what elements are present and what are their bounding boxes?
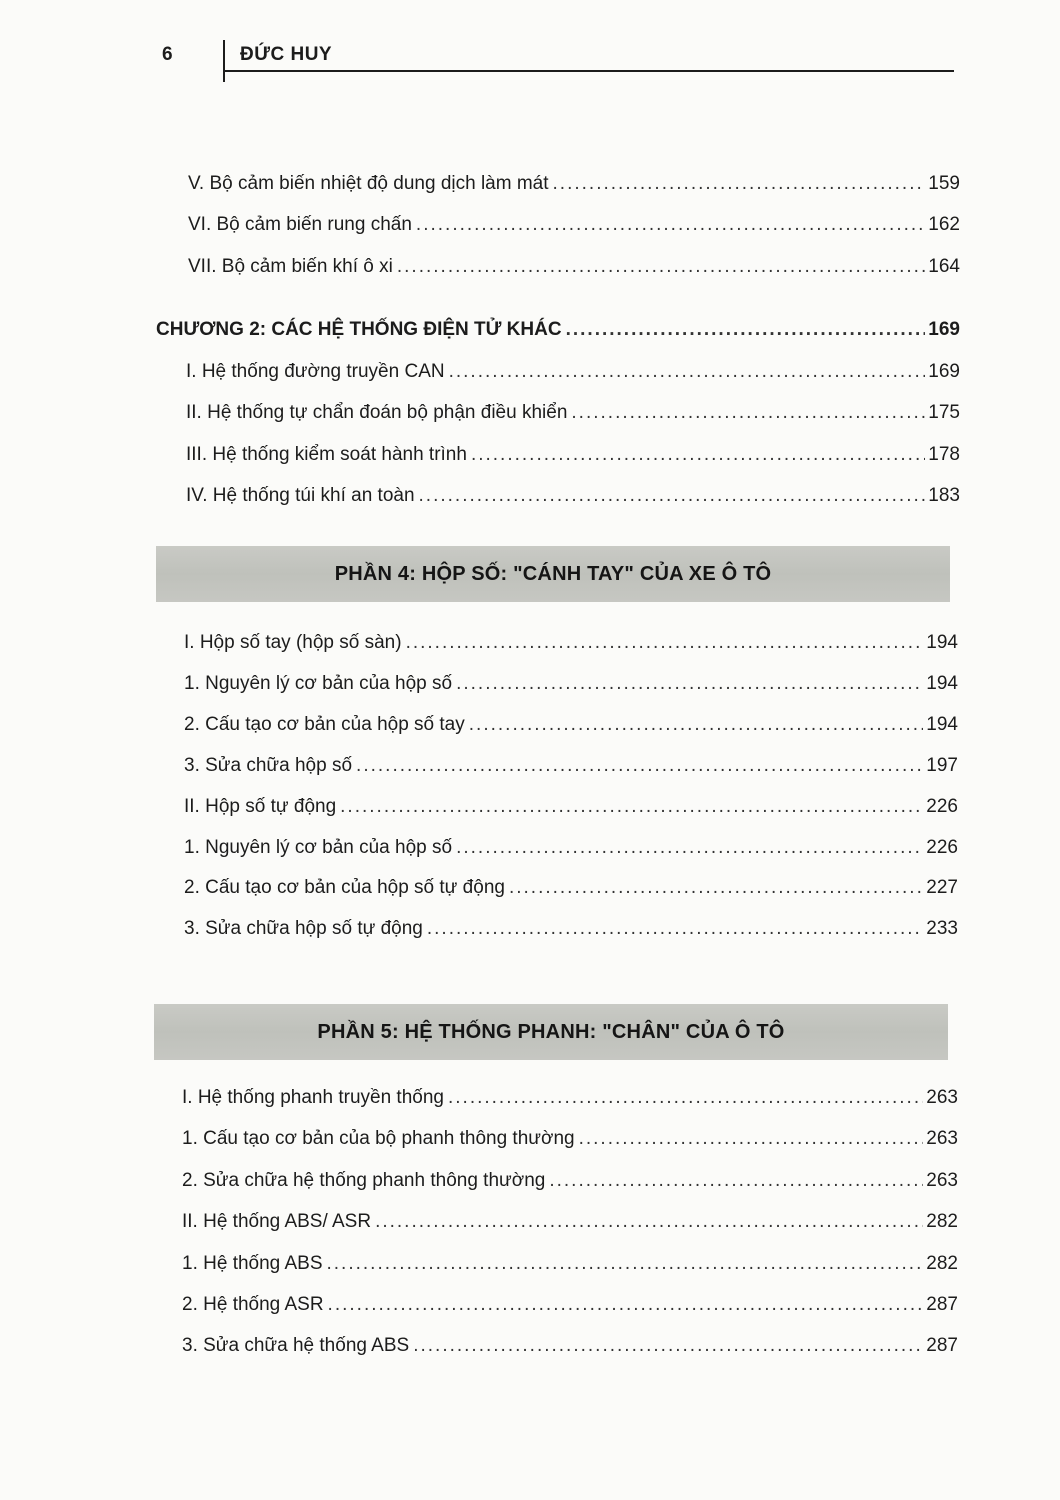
toc-entry-page: 287 bbox=[926, 1294, 958, 1315]
toc-entry-title: 1. Hệ thống ABS bbox=[182, 1253, 323, 1274]
part-banner bbox=[154, 1004, 948, 1060]
toc-entry-title: 2. Sửa chữa hệ thống phanh thông thường bbox=[182, 1170, 546, 1191]
toc-leader-dots bbox=[448, 1086, 923, 1110]
toc-entry-page: 159 bbox=[928, 173, 960, 194]
author-name: ĐỨC HUY bbox=[240, 44, 333, 65]
toc-leader-dots bbox=[553, 172, 926, 196]
toc-entry-title: 2. Cấu tạo cơ bản của hộp số tự động bbox=[184, 877, 505, 898]
toc-leader-dots bbox=[327, 1252, 924, 1276]
toc-entry bbox=[184, 754, 958, 778]
running-header bbox=[158, 40, 954, 80]
toc-leader-dots bbox=[340, 795, 923, 819]
toc-leader-dots bbox=[549, 1169, 923, 1193]
toc-entry bbox=[184, 876, 958, 900]
toc-entry bbox=[182, 1086, 958, 1110]
toc-leader-dots bbox=[456, 836, 923, 860]
toc-entry-page: 194 bbox=[926, 632, 958, 653]
toc-leader-dots bbox=[419, 484, 926, 508]
toc-entry-page: 263 bbox=[926, 1128, 958, 1149]
toc-entry bbox=[186, 443, 960, 467]
toc-entry bbox=[186, 360, 960, 384]
toc-leader-dots bbox=[469, 713, 924, 737]
chapter-heading bbox=[156, 318, 960, 342]
toc-entry-title: 3. Sửa chữa hệ thống ABS bbox=[182, 1335, 410, 1356]
toc-entry bbox=[186, 401, 960, 425]
toc-leader-dots bbox=[416, 213, 925, 237]
toc-leader-dots bbox=[356, 754, 923, 778]
toc-entry-title: VI. Bộ cảm biến rung chấn bbox=[188, 214, 412, 235]
toc-leader-dots bbox=[375, 1210, 923, 1234]
toc-entry-title: V. Bộ cảm biến nhiệt độ dung dịch làm mát bbox=[188, 173, 549, 194]
toc-entry-page: 197 bbox=[926, 755, 958, 776]
toc-leader-dots bbox=[509, 876, 923, 900]
part-title: PHẦN 5: HỆ THỐNG PHANH: "CHÂN" CỦA Ô TÔ bbox=[317, 1020, 785, 1043]
toc-entry-title: 2. Hệ thống ASR bbox=[182, 1294, 324, 1315]
toc-leader-dots bbox=[471, 443, 925, 467]
toc-entry-page: 169 bbox=[928, 361, 960, 382]
toc-entry bbox=[184, 836, 958, 860]
toc-entry-title: 3. Sửa chữa hộp số tự động bbox=[184, 918, 423, 939]
toc-entry bbox=[186, 484, 960, 508]
toc-leader-dots bbox=[406, 631, 924, 655]
toc-entry-page: 233 bbox=[926, 918, 958, 939]
toc-entry-page: 263 bbox=[926, 1087, 958, 1108]
toc-entry-page: 282 bbox=[926, 1253, 958, 1274]
toc-leader-dots bbox=[566, 318, 926, 342]
toc-entry-title: 2. Cấu tạo cơ bản của hộp số tay bbox=[184, 714, 465, 735]
toc-entry-page: 226 bbox=[926, 796, 958, 817]
toc-entry bbox=[184, 713, 958, 737]
header-divider bbox=[223, 40, 225, 82]
toc-entry bbox=[182, 1334, 958, 1358]
toc-entry-page: 194 bbox=[926, 673, 958, 694]
chapter-title: CHƯƠNG 2: CÁC HỆ THỐNG ĐIỆN TỬ KHÁC bbox=[156, 319, 562, 340]
toc-entry-title: I. Hộp số tay (hộp số sàn) bbox=[184, 632, 402, 653]
toc-entry-title: 1. Cấu tạo cơ bản của bộ phanh thông thường bbox=[182, 1128, 575, 1149]
toc-entry-page: 162 bbox=[928, 214, 960, 235]
toc-entry bbox=[184, 672, 958, 696]
toc-entry-title: VII. Bộ cảm biến khí ô xi bbox=[188, 256, 393, 277]
toc-leader-dots bbox=[579, 1127, 924, 1151]
toc-entry bbox=[184, 631, 958, 655]
toc-entry bbox=[182, 1127, 958, 1151]
toc-entry-page: 263 bbox=[926, 1170, 958, 1191]
page-number: 6 bbox=[162, 44, 173, 65]
toc-leader-dots bbox=[449, 360, 926, 384]
toc-entry-title: IV. Hệ thống túi khí an toàn bbox=[186, 485, 415, 506]
toc-entry-title: 3. Sửa chữa hộp số bbox=[184, 755, 353, 776]
toc-leader-dots bbox=[328, 1293, 924, 1317]
header-rule bbox=[224, 70, 954, 72]
toc-leader-dots bbox=[456, 672, 923, 696]
toc-leader-dots bbox=[413, 1334, 923, 1358]
toc-entry-title: II. Hệ thống tự chẩn đoán bộ phận điều khiển bbox=[186, 402, 568, 423]
part-title: PHẦN 4: HỘP SỐ: "CÁNH TAY" CỦA XE Ô TÔ bbox=[334, 562, 772, 585]
toc-entry-page: 226 bbox=[926, 837, 958, 858]
toc-leader-dots bbox=[571, 401, 925, 425]
toc-entry-title: I. Hệ thống phanh truyền thống bbox=[182, 1087, 444, 1108]
toc-entry-page: 164 bbox=[928, 256, 960, 277]
toc-leader-dots bbox=[397, 255, 925, 279]
toc-entry-title: III. Hệ thống kiểm soát hành trình bbox=[186, 444, 467, 465]
toc-entry-page: 194 bbox=[926, 714, 958, 735]
toc-entry bbox=[188, 255, 960, 279]
toc-entry-title: 1. Nguyên lý cơ bản của hộp số bbox=[184, 837, 453, 858]
toc-entry-title: I. Hệ thống đường truyền CAN bbox=[186, 361, 445, 382]
toc-entry-title: 1. Nguyên lý cơ bản của hộp số bbox=[184, 673, 453, 694]
toc-entry-title: II. Hộp số tự động bbox=[184, 796, 337, 817]
toc-leader-dots bbox=[427, 917, 923, 941]
toc-entry-page: 175 bbox=[928, 402, 960, 423]
toc-entry bbox=[182, 1169, 958, 1193]
toc-entry bbox=[184, 795, 958, 819]
toc-entry-page: 178 bbox=[928, 444, 960, 465]
toc-entry-title: II. Hệ thống ABS/ ASR bbox=[182, 1211, 372, 1232]
toc-entry-page: 287 bbox=[926, 1335, 958, 1356]
toc-entry bbox=[188, 172, 960, 196]
chapter-page: 169 bbox=[928, 319, 960, 340]
toc-entry bbox=[182, 1210, 958, 1234]
toc-entry bbox=[188, 213, 960, 237]
toc-entry-page: 183 bbox=[928, 485, 960, 506]
toc-entry bbox=[184, 917, 958, 941]
toc-entry-page: 282 bbox=[926, 1211, 958, 1232]
part-banner bbox=[156, 546, 950, 602]
toc-entry bbox=[182, 1252, 958, 1276]
toc-entry-page: 227 bbox=[926, 877, 958, 898]
toc-entry bbox=[182, 1293, 958, 1317]
